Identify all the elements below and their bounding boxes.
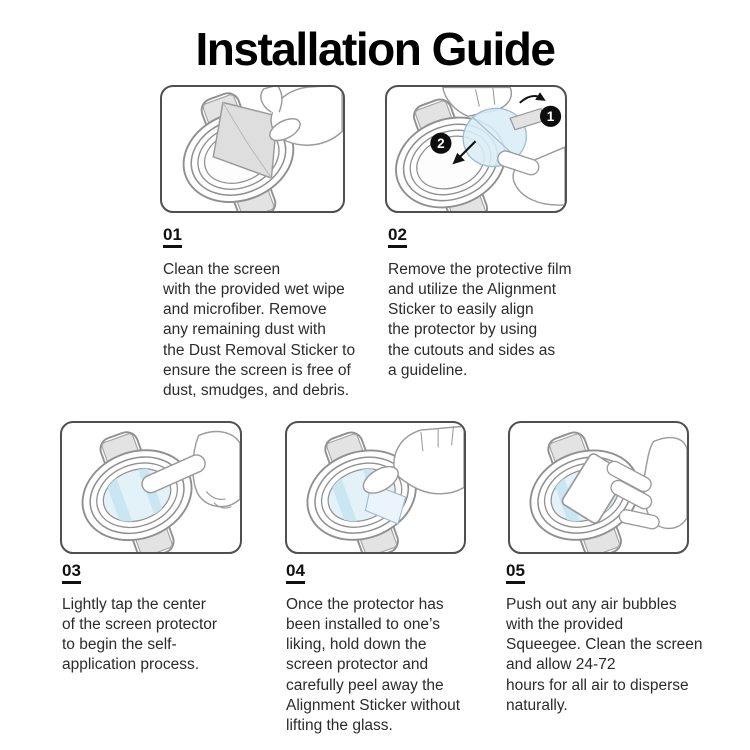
step-2-illustration [385, 85, 567, 213]
step-2-instructions: Remove the protective film and utilize the Alignment Sticker to easily align the protector by using the cutouts and sides as a guideline. [388, 261, 572, 379]
step-5-illustration [508, 421, 689, 554]
callout-badge-2 [430, 133, 451, 154]
tap-center-icon [62, 423, 240, 552]
squeegee-icon [510, 423, 687, 552]
step-4-illustration [285, 421, 466, 554]
step-1-instructions: Clean the screen with the provided wet wipe and microfiber. Remove any remaining dust with the Dust Removal Sticker to ensure the screen is free of dust, smudges, and debris. [163, 261, 356, 399]
page-title: Installation Guide [195, 23, 555, 75]
step-3-number: 03 [62, 562, 81, 584]
curved-arrow-icon [520, 92, 546, 103]
right-hand-icon [496, 147, 565, 205]
align-protector-icon [387, 87, 565, 211]
callout-1-number: 1 [546, 109, 555, 125]
step-4-instructions: Once the protector has been installed to one’s liking, hold down the screen protector and carefully peel away the Alignment Sticker without lifting the glass. [286, 596, 461, 734]
hand-icon [261, 87, 342, 145]
wiping-watch-icon [162, 87, 343, 211]
step-2-number: 02 [388, 226, 407, 248]
step-3-instructions: Lightly tap the center of the screen protector to begin the self- application process. [62, 596, 218, 674]
step-4-number: 04 [286, 562, 305, 584]
step-3-illustration [60, 421, 242, 554]
step-5-number: 05 [506, 562, 525, 584]
callout-badge-1 [540, 106, 561, 127]
watch-icon [63, 423, 211, 552]
callout-2-number: 2 [437, 136, 445, 152]
hold-and-peel-icon [287, 423, 464, 552]
step-1-illustration [160, 85, 345, 213]
step-5-instructions: Push out any air bubbles with the provided Squeegee. Clean the screen and allow 24-72 hours for all air to disperse naturally. [506, 596, 703, 714]
step-1-number: 01 [163, 226, 182, 248]
